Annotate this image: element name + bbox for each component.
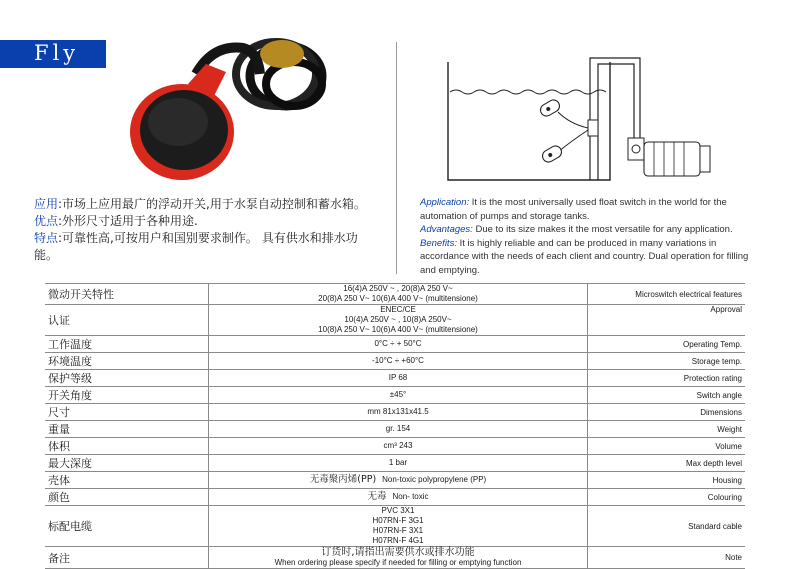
spec-row-cable [45,506,745,547]
spec-value: ENEC/CE 10(4)A 250V ~ , 10(8)A 250V~ 10(8)A 250 V~ 10(6)A 400 V~ (multitensione) [209,305,588,336]
spec-label-cn: 开关角度 [45,387,209,404]
spec-value: mm 81x131x41.5 [209,404,588,421]
spec-row-protection [45,370,745,387]
spec-row-max-depth [45,455,745,472]
spec-label-cn: 重量 [45,421,209,438]
description-english [420,196,760,277]
spec-label-en: Volume [588,438,746,455]
spec-label-en: Housing [588,472,746,489]
spec-label-cn: 保护等级 [45,370,209,387]
spec-label-cn: 标配电缆 [45,506,209,547]
spec-value: cm³ 243 [209,438,588,455]
desc-en-benefits: Benefits: It is highly reliable and can be produced in many variations in accordance with the needs of each client and country. Dual operation for filling and emptying. [420,237,749,276]
spec-label-cn: 工作温度 [45,336,209,353]
spec-value: ±45° [209,387,588,404]
spec-label-cn: 尺寸 [45,404,209,421]
spec-label-en: Microswitch electrical features [588,284,746,305]
brand-name: Fly [34,41,80,65]
spec-label-en: Colouring [588,489,746,506]
spec-value: 无毒聚丙烯(PP) Non-toxic polypropylene (PP) [209,472,588,489]
spec-value: 0°C ÷ + 50°C [209,336,588,353]
spec-value: PVC 3X1 H07RN-F 3G1 H07RN-F 3X1 H07RN-F 4G1 [209,506,588,547]
spec-label-en: Storage temp. [588,353,746,370]
spec-label-cn: 备注 [45,547,209,569]
spec-value: gr. 154 [209,421,588,438]
spec-value: 16(4)A 250V ~ , 20(8)A 250 V~ 20(8)A 250 V~ 10(6)A 400 V~ (multitensione) [209,284,588,305]
spec-value: 无毒 Non- toxic [209,489,588,506]
spec-value: IP 68 [209,370,588,387]
spec-label-en: Approval [588,305,746,336]
spec-label-cn: 体积 [45,438,209,455]
desc-cn-advantages: 优点:外形尺寸适用于各种用途. [34,214,198,228]
spec-row-approval [45,305,745,336]
spec-label-cn: 认证 [45,305,209,336]
description-chinese [34,196,380,264]
vertical-divider [396,42,397,274]
spec-label-cn: 微动开关特性 [45,284,209,305]
spec-row-switch-angle [45,387,745,404]
spec-row-operating-temp [45,336,745,353]
spec-value: -10°C ÷ +60°C [209,353,588,370]
spec-label-en: Protection rating [588,370,746,387]
spec-row-colouring [45,489,745,506]
spec-label-en: Note [588,547,746,569]
spec-row-weight [45,421,745,438]
spec-label-cn: 颜色 [45,489,209,506]
application-diagram [440,42,740,192]
spec-value: 订货时,请指出需要供水或排水功能 When ordering please specify if needed for filling or emptying function [209,547,588,569]
spec-value: 1 bar [209,455,588,472]
desc-en-advantages: Advantages: Due to its size makes it the most versatile for any application. [420,224,733,235]
spec-row-dimensions [45,404,745,421]
spec-label-en: Switch angle [588,387,746,404]
spec-label-en: Standard cable [588,506,746,547]
spec-label-cn: 壳体 [45,472,209,489]
spec-label-en: Weight [588,421,746,438]
spec-row-volume [45,438,745,455]
spec-table [45,283,745,569]
spec-label-en: Max depth level [588,455,746,472]
spec-row-note [45,547,745,569]
desc-cn-features: 特点:可靠性高,可按用户和国别要求制作。 具有供水和排水功能。 [34,231,358,262]
spec-label-en: Dimensions [588,404,746,421]
spec-label-cn: 最大深度 [45,455,209,472]
spec-row-housing [45,472,745,489]
spec-row-microswitch [45,284,745,305]
desc-en-application: Application: It is the most universally used float switch in the world for the automation of pumps and storage tanks. [420,197,727,222]
desc-cn-application: 应用:市场上应用最广的浮动开关,用于水泵自动控制和蓄水箱。 [34,197,366,211]
spec-label-cn: 环境温度 [45,353,209,370]
float-switch-photo [118,34,328,184]
spec-row-storage-temp [45,353,745,370]
spec-label-en: Operating Temp. [588,336,746,353]
